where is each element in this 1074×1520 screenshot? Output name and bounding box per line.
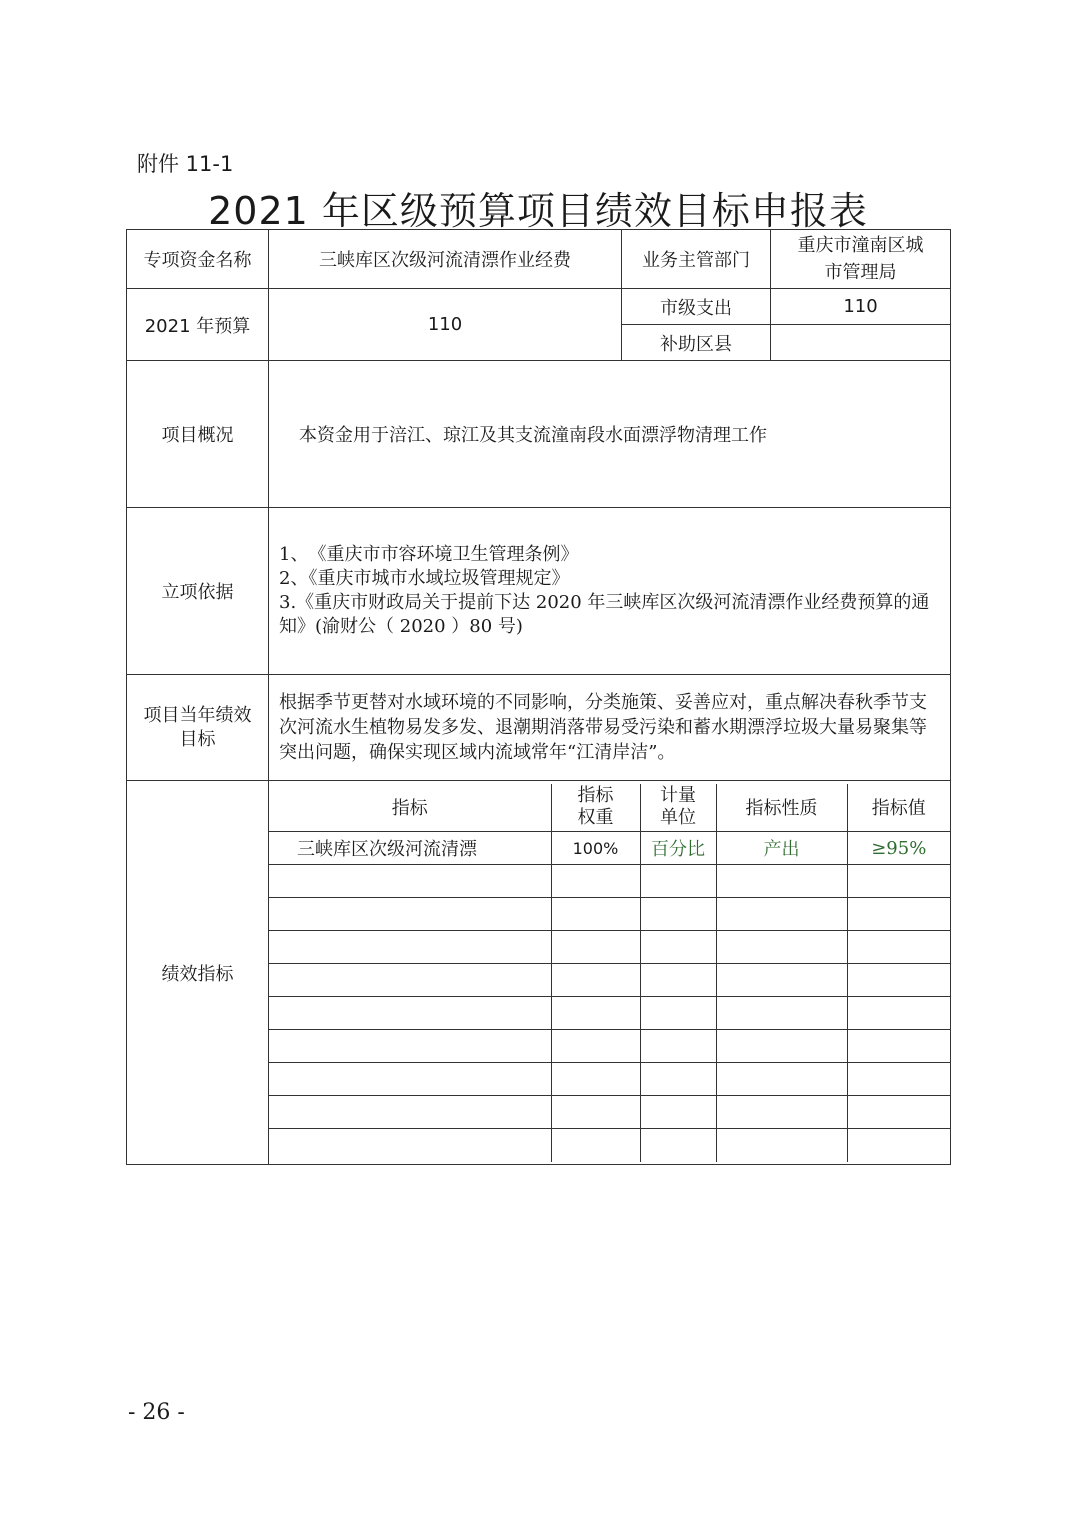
basis-item: 1、 《重庆市市容环境卫生管理条例》 [279,544,579,565]
dept-value-line1: 重庆市潼南区城 [797,235,924,256]
dept-value [771,230,951,289]
goal-text: 根据季节更替对水域环境的不同影响，分类施策、妥善应对，重点解决春秋季节支次河流水生植物易发多发、退潮期消落带易受污染和蓄水期漂浮垃圾大量易聚集等突出问题，确保实现区域内流域常年“江清岸洁”。 [269,675,951,781]
overview-label: 项目概况 [127,361,269,508]
row-value [847,1129,950,1162]
indicators-cell [269,781,951,1165]
indicators-header-row [269,784,950,832]
row-name [269,898,551,931]
row-unit [640,931,716,964]
table-row [269,931,950,964]
row-weight [551,1063,640,1096]
table-row [269,964,950,997]
row-unit [640,997,716,1030]
table-row [269,832,950,865]
city-spend-label: 市级支出 [622,289,771,325]
header-nature: 指标性质 [716,784,847,832]
basis-label: 立项依据 [127,508,269,675]
row-nature [716,1096,847,1129]
budget-label: 2021 年预算 [127,289,269,361]
basis-item: 3.《重庆市财政局关于提前下达 2020 年三峡库区次级河流清漂作业经费预算的通知》(渝财公（ 2020 ）80 号) [279,592,930,637]
budget-value: 110 [269,289,622,361]
overview-text: 本资金用于涪江、琼江及其支流潼南段水面漂浮物清理工作 [269,361,951,508]
row-unit [640,1129,716,1162]
fund-name-label: 专项资金名称 [127,230,269,289]
row-name [269,1030,551,1063]
row-nature [716,997,847,1030]
row-nature: 产出 [716,832,847,865]
row-value [847,964,950,997]
performance-form-table [126,229,951,1165]
header-weight [551,784,640,832]
subsidy-label: 补助区县 [622,325,771,361]
table-row [269,1096,950,1129]
row-weight [551,1129,640,1162]
fund-row [127,230,951,289]
table-row [269,1063,950,1096]
indicators-table [269,784,950,1162]
basis-list [269,508,951,675]
dept-value-line2: 市管理局 [824,262,897,283]
row-unit [640,898,716,931]
table-row [269,997,950,1030]
goal-label [127,675,269,781]
row-nature [716,1129,847,1162]
row-weight [551,865,640,898]
header-weight-line1: 指标 [577,785,614,807]
row-name [269,997,551,1030]
page-title: 2021 年区级预算项目绩效目标申报表 [208,189,868,233]
indicators-row [127,781,951,1165]
header-name: 指标 [269,784,551,832]
city-spend-value: 110 [771,289,951,325]
row-unit [640,1030,716,1063]
fund-name-value: 三峡库区次级河流清漂作业经费 [269,230,622,289]
goal-row [127,675,951,781]
row-weight [551,997,640,1030]
overview-row [127,361,951,508]
row-name [269,865,551,898]
table-row [269,865,950,898]
row-name: 三峡库区次级河流清漂 [269,832,551,865]
indicators-label: 绩效指标 [127,781,269,1165]
row-value [847,1063,950,1096]
row-value [847,1096,950,1129]
row-name [269,1096,551,1129]
row-value [847,931,950,964]
header-unit-line2: 单位 [660,807,696,829]
row-value: ≥95% [847,832,950,865]
budget-row [127,289,951,325]
row-nature [716,1030,847,1063]
row-value [847,865,950,898]
row-weight [551,1096,640,1129]
row-unit: 百分比 [640,832,716,865]
table-row [269,1129,950,1162]
row-weight [551,931,640,964]
row-weight [551,898,640,931]
row-nature [716,865,847,898]
row-weight [551,964,640,997]
row-weight: 100% [551,832,640,865]
row-unit [640,964,716,997]
row-nature [716,898,847,931]
table-row [269,1030,950,1063]
basis-row [127,508,951,675]
row-nature [716,931,847,964]
goal-label-line2: 目标 [179,728,216,750]
header-unit-line1: 计量 [660,785,696,807]
row-unit [640,865,716,898]
row-unit [640,1096,716,1129]
goal-label-line1: 项目当年绩效 [143,704,252,726]
row-weight [551,1030,640,1063]
row-nature [716,1063,847,1096]
row-name [269,1129,551,1162]
row-value [847,1030,950,1063]
dept-label: 业务主管部门 [622,230,771,289]
header-unit [640,784,716,832]
attachment-label: 附件 11-1 [137,152,234,176]
header-value: 指标值 [847,784,950,832]
row-name [269,931,551,964]
header-weight-line2: 权重 [577,807,614,829]
row-name [269,1063,551,1096]
row-name [269,964,551,997]
table-row [269,898,950,931]
subsidy-value [771,325,951,361]
row-value [847,898,950,931]
basis-item: 2、《重庆市城市水域垃圾管理规定》 [279,568,570,589]
row-value [847,997,950,1030]
row-unit [640,1063,716,1096]
row-nature [716,964,847,997]
page-number: - 26 - [128,1400,185,1425]
